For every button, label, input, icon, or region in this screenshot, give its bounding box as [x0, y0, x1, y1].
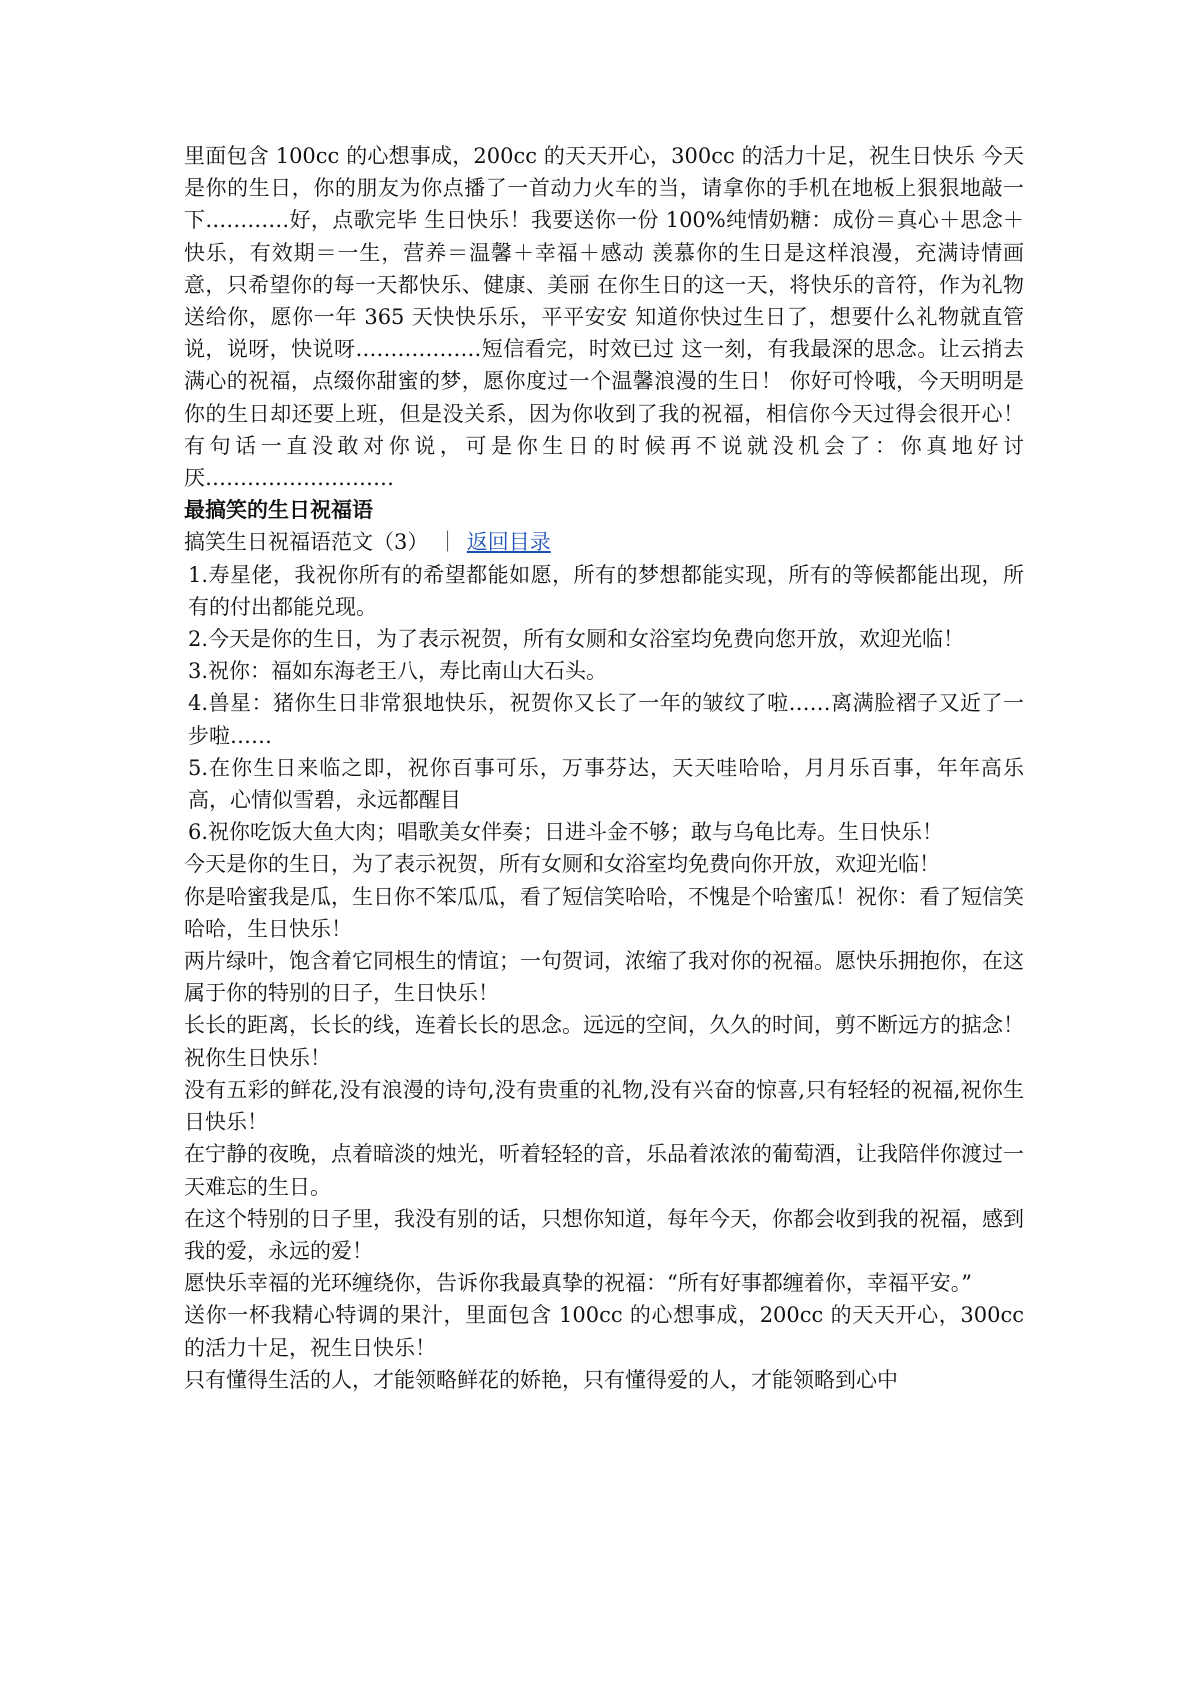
- wish-paragraph-8: 愿快乐幸福的光环缠绕你，告诉你我最真挚的祝福：“所有好事都缠着你，幸福平安。”: [184, 1271, 972, 1296]
- sub-heading-title: 搞笑生日祝福语范文（3）: [184, 530, 429, 555]
- back-to-toc-link[interactable]: 返回目录: [466, 530, 551, 555]
- sub-heading-separator: ｜: [437, 530, 459, 555]
- sub-heading-row: [184, 526, 1024, 558]
- numbered-item-1: 1.寿星佬，我祝你所有的希望都能如愿，所有的梦想都能实现，所有的等候都能出现，所有的付出都能兑现。: [188, 562, 1024, 619]
- intro-paragraph: 里面包含 100cc 的心想事成，200cc 的天天开心，300cc 的活力十足，祝生日快乐 今天是你的生日，你的朋友为你点播了一首动力火车的当，请拿你的手机在地板上狠狠地敲一下…………好，点歌完毕 生日快乐！我要送你一份 100%纯情奶糖：成份＝真心＋思念＋快乐，有效期＝一生，营养＝温馨＋幸福＋感动 羡慕你的生日是这样浪漫，充满诗情画意，只希望你的每一天都快乐、健康、美丽 在你生日的这一天，将快乐的音符，作为礼物送给你，愿你一年 365 天快快乐乐，平平安安 知道你快过生日了，想要什么礼物就直管说，说呀，快说呀………………短信看完，时效已过 这一刻，有我最深的思念。让云捎去满心的祝福，点缀你甜蜜的梦，愿你度过一个温馨浪漫的生日！ 你好可怜哦，今天明明是你的生日却还要上班，但是没关系，因为你收到了我的祝福，相信你今天过得会很开心！ 有句话一直没敢对你说，可是你生日的时候再不说就没机会了：你真地好讨厌………………………: [184, 144, 1024, 491]
- wish-paragraph-4: 长长的距离，长长的线，连着长长的思念。远远的空间，久久的时间，剪不断远方的掂念！祝你生日快乐！: [184, 1013, 1024, 1070]
- numbered-item-3: 3.祝你：福如东海老王八，寿比南山大石头。: [188, 659, 608, 684]
- wish-paragraph-9: 送你一杯我精心特调的果汁，里面包含 100cc 的心想事成，200cc 的天天开心，300cc 的活力十足，祝生日快乐！: [184, 1303, 1024, 1360]
- wish-paragraph-3: 两片绿叶，饱含着它同根生的情谊；一句贺词，浓缩了我对你的祝福。愿快乐拥抱你，在这属于你的特别的日子，生日快乐！: [184, 949, 1024, 1006]
- wish-paragraph-2: 你是哈蜜我是瓜，生日你不笨瓜瓜，看了短信笑哈哈，不愧是个哈蜜瓜！祝你：看了短信笑哈哈，生日快乐！: [184, 884, 1024, 941]
- numbered-item-2: 2.今天是你的生日，为了表示祝贺，所有女厕和女浴室均免费向您开放，欢迎光临！: [188, 627, 965, 652]
- wish-paragraph-5: 没有五彩的鲜花,没有浪漫的诗句,没有贵重的礼物,没有兴奋的惊喜,只有轻轻的祝福,祝你生日快乐！: [184, 1077, 1024, 1135]
- numbered-item-4: 4.兽星：猪你生日非常狠地快乐，祝贺你又长了一年的皱纹了啦……离满脸褶子又近了一步啦……: [188, 691, 1024, 748]
- numbered-item-5: 5.在你生日来临之即，祝你百事可乐，万事芬达，天天哇哈哈，月月乐百事，年年高乐高，心情似雪碧，永远都醒目: [188, 755, 1024, 813]
- document-body: [184, 140, 1024, 1396]
- wish-paragraph-7: 在这个特别的日子里，我没有别的话，只想你知道，每年今天，你都会收到我的祝福，感到我的爱，永远的爱！: [184, 1206, 1024, 1263]
- section-heading: 最搞笑的生日祝福语: [184, 497, 373, 523]
- wish-paragraph-1: 今天是你的生日，为了表示祝贺，所有女厕和女浴室均免费向你开放，欢迎光临！: [184, 852, 940, 877]
- wish-paragraph-10: 只有懂得生活的人，才能领略鲜花的娇艳，只有懂得爱的人，才能领略到心中: [184, 1367, 898, 1392]
- numbered-item-6: 6.祝你吃饭大鱼大肉；唱歌美女伴奏；日进斗金不够；敢与乌龟比寿。生日快乐！: [188, 820, 944, 845]
- wish-paragraph-6: 在宁静的夜晚，点着暗淡的烛光，听着轻轻的音，乐品着浓浓的葡萄酒，让我陪伴你渡过一天难忘的生日。: [184, 1142, 1024, 1199]
